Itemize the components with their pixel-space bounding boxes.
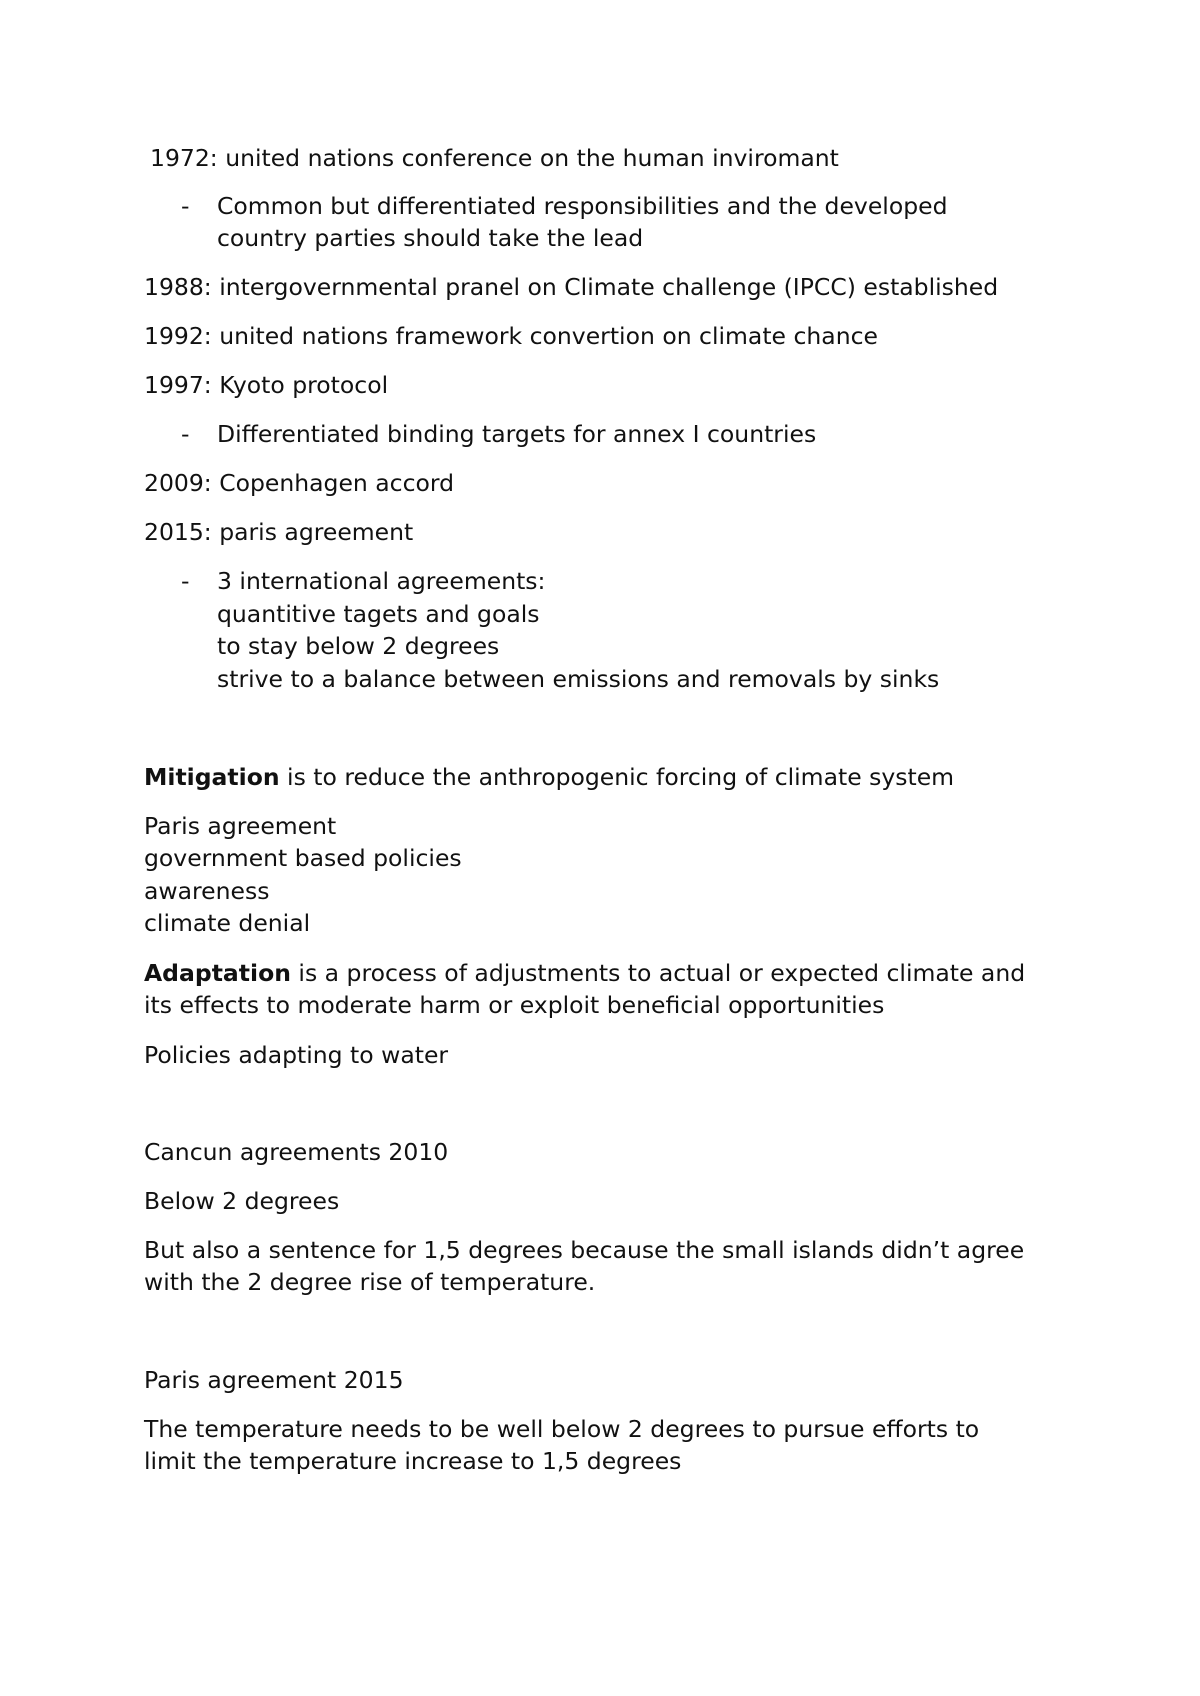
cancun-line-3: with the 2 degree rise of temperature. (144, 1268, 596, 1296)
cancun-title: Cancun agreements 2010 (144, 1138, 449, 1166)
paris-line-1: The temperature needs to be well below 2 degrees to pursue efforts to (144, 1415, 980, 1443)
cancun-line-1: Below 2 degrees (144, 1187, 340, 1215)
timeline-1972-bullet-line-1: Common but differentiated responsibilities and the developed (217, 192, 948, 220)
timeline-2009: 2009: Copenhagen accord (144, 469, 455, 497)
timeline-2015-bullet-line-3: to stay below 2 degrees (217, 632, 500, 660)
adaptation-definition (144, 957, 1025, 990)
paris-line-2: limit the temperature increase to 1,5 degrees (144, 1447, 682, 1475)
timeline-1972: 1972: united nations conference on the human inviromant (150, 144, 839, 172)
adaptation-definition-line-2: its effects to moderate harm or exploit beneficial opportunities (144, 991, 885, 1019)
timeline-2015-bullet-line-4: strive to a balance between emissions and removals by sinks (217, 665, 940, 693)
mitigation-item: climate denial (144, 909, 311, 937)
adaptation-definition-text: is a process of adjustments to actual or expected climate and (290, 959, 1026, 987)
paris-title: Paris agreement 2015 (144, 1366, 404, 1394)
mitigation-item: Paris agreement (144, 812, 337, 840)
mitigation-item: awareness (144, 877, 270, 905)
timeline-1992: 1992: united nations framework convertion on climate chance (144, 322, 878, 350)
timeline-1972-bullet-line-2: country parties should take the lead (217, 224, 644, 252)
timeline-2015: 2015: paris agreement (144, 518, 414, 546)
adaptation-term: Adaptation (144, 959, 291, 987)
bullet-marker: - (181, 192, 190, 220)
timeline-2015-bullet-line-1: 3 international agreements: (217, 567, 546, 595)
mitigation-item: government based policies (144, 844, 462, 872)
cancun-line-2: But also a sentence for 1,5 degrees because the small islands didn’t agree (144, 1236, 1025, 1264)
bullet-marker: - (181, 420, 190, 448)
mitigation-definition-text: is to reduce the anthropogenic forcing of climate system (279, 763, 955, 791)
bullet-marker: - (181, 567, 190, 595)
mitigation-definition (144, 761, 954, 794)
timeline-2015-bullet-line-2: quantitive tagets and goals (217, 600, 540, 628)
timeline-1997-bullet: Differentiated binding targets for annex I countries (217, 420, 817, 448)
timeline-1997: 1997: Kyoto protocol (144, 371, 389, 399)
mitigation-term: Mitigation (144, 763, 280, 791)
timeline-1988: 1988: intergovernmental pranel on Climate challenge (IPCC) established (144, 273, 999, 301)
adaptation-policies: Policies adapting to water (144, 1041, 449, 1069)
